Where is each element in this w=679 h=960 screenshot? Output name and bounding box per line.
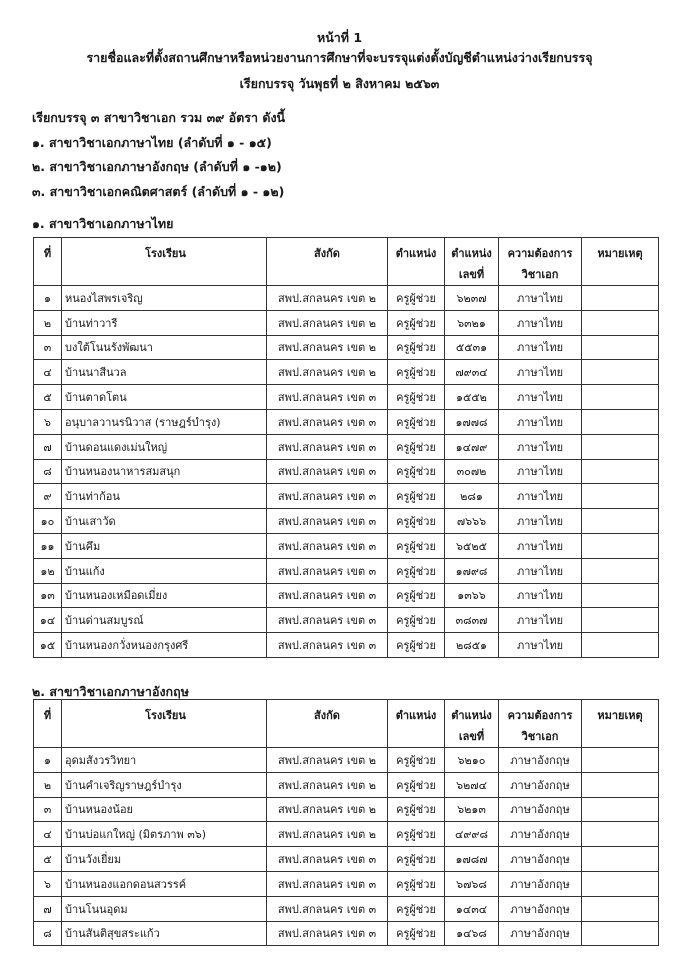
table-row [34,772,659,797]
table-row [34,533,659,558]
cell-school: บ้านหนองกวั่งหนองกรุงศรี [62,633,267,658]
cell-no: ๓ [34,335,62,360]
cell-school: บ้านนาสีนวล [62,360,267,385]
section-title: ๒. สาขาวิชาเอกภาษาอังกฤษ [32,684,189,699]
cell-remark [582,822,659,847]
cell-school: บ้านเสาวัด [62,509,267,534]
cell-position: ครูผู้ช่วย [388,921,445,946]
cell-remark [582,797,659,822]
cell-subject: ภาษาไทย [499,360,582,385]
cell-position: ครูผู้ช่วย [388,360,445,385]
cell-affiliation: สพป.สกลนคร เขต ๒ [267,360,388,385]
cell-no: ๖ [34,871,62,896]
cell-remark [582,608,659,633]
table-row [34,633,659,658]
cell-position: ครูผู้ช่วย [388,459,445,484]
col-header-subject-line2: วิชาเอก [521,267,559,281]
cell-position-no: ๑๔๖๘ [445,921,499,946]
cell-position: ครูผู้ช่วย [388,871,445,896]
schools-table [33,237,659,658]
cell-position: ครูผู้ช่วย [388,385,445,410]
cell-school: บ้านหนองนาหารสมสนุก [62,459,267,484]
table-row [34,921,659,946]
cell-affiliation: สพป.สกลนคร เขต ๓ [267,533,388,558]
cell-affiliation: สพป.สกลนคร เขต ๓ [267,385,388,410]
cell-position-no: ๑๗๗๘ [445,409,499,434]
cell-subject: ภาษาไทย [499,385,582,410]
cell-affiliation: สพป.สกลนคร เขต ๒ [267,748,388,773]
schools-table [33,699,659,946]
col-header-no: ที่ [34,700,62,748]
col-header-subject-line2: วิชาเอก [521,729,559,743]
col-header-affiliation: สังกัด [267,700,388,748]
col-header-position-no [445,238,499,286]
section-title: ๑. สาขาวิชาเอกภาษาไทย [32,216,174,231]
table-row [34,310,659,335]
cell-remark [582,360,659,385]
cell-school: บ้านหนองแอกดอนสวรรค์ [62,871,267,896]
cell-position: ครูผู้ช่วย [388,797,445,822]
page-number: หน้าที่ 1 [316,30,363,45]
cell-position-no: ๖๒๑๐ [445,748,499,773]
cell-school: บ้านตาดโตน [62,385,267,410]
cell-remark [582,409,659,434]
cell-affiliation: สพป.สกลนคร เขต ๒ [267,335,388,360]
cell-no: ๑๓ [34,583,62,608]
cell-school: บ้านหนองเหมือดเมี่ยง [62,583,267,608]
cell-position: ครูผู้ช่วย [388,748,445,773]
cell-remark [582,509,659,534]
cell-position-no: ๑๔๗๙ [445,434,499,459]
cell-position: ครูผู้ช่วย [388,896,445,921]
table-row [34,608,659,633]
cell-affiliation: สพป.สกลนคร เขต ๓ [267,509,388,534]
cell-remark [582,558,659,583]
cell-affiliation: สพป.สกลนคร เขต ๓ [267,847,388,872]
cell-affiliation: สพป.สกลนคร เขต ๒ [267,822,388,847]
cell-subject: ภาษาอังกฤษ [499,871,582,896]
cell-school: บ้านโนนอุดม [62,896,267,921]
cell-no: ๗ [34,434,62,459]
cell-remark [582,484,659,509]
table-row [34,459,659,484]
cell-position-no: ๑๕๕๒ [445,385,499,410]
cell-remark [582,286,659,311]
cell-position: ครูผู้ช่วย [388,434,445,459]
cell-remark [582,748,659,773]
cell-no: ๒ [34,772,62,797]
cell-position: ครูผู้ช่วย [388,509,445,534]
table-row [34,583,659,608]
cell-affiliation: สพป.สกลนคร เขต ๓ [267,608,388,633]
cell-school: บ้านแก้ง [62,558,267,583]
cell-affiliation: สพป.สกลนคร เขต ๓ [267,583,388,608]
summary-intro: เรียกบรรจุ ๓ สาขาวิชาเอก รวม ๓๙ อัตรา ดังนี้ [32,110,286,125]
cell-subject: ภาษาไทย [499,558,582,583]
cell-remark [582,921,659,946]
cell-position-no: ๓๐๗๒ [445,459,499,484]
cell-position-no: ๒๘๑ [445,484,499,509]
cell-position: ครูผู้ช่วย [388,286,445,311]
cell-affiliation: สพป.สกลนคร เขต ๓ [267,558,388,583]
cell-school: บ้านท่าก้อน [62,484,267,509]
cell-position-no: ๕๕๓๑ [445,335,499,360]
cell-no: ๖ [34,409,62,434]
col-header-position: ตำแหน่ง [388,700,445,748]
cell-remark [582,335,659,360]
col-header-subject [499,238,582,286]
cell-position-no: ๖๗๖๘ [445,871,499,896]
cell-position-no: ๖๓๒๑ [445,310,499,335]
cell-affiliation: สพป.สกลนคร เขต ๓ [267,921,388,946]
col-header-affiliation: สังกัด [267,238,388,286]
date-line: เรียกบรรจุ วันพุธที่ ๒ สิงหาคม ๒๕๖๓ [239,76,440,91]
cell-no: ๕ [34,847,62,872]
cell-remark [582,896,659,921]
cell-remark [582,847,659,872]
table-header-row [34,700,659,748]
cell-remark [582,434,659,459]
cell-subject: ภาษาไทย [499,434,582,459]
cell-school: อนุบาลวานรนิวาส (ราษฎร์บำรุง) [62,409,267,434]
cell-affiliation: สพป.สกลนคร เขต ๓ [267,871,388,896]
cell-no: ๙ [34,484,62,509]
cell-affiliation: สพป.สกลนคร เขต ๓ [267,434,388,459]
cell-affiliation: สพป.สกลนคร เขต ๓ [267,633,388,658]
col-header-position-no-line1: ตำแหน่ง [451,708,492,722]
col-header-remark: หมายเหตุ [582,700,659,748]
summary-item: ๓. สาขาวิชาเอกคณิตศาสตร์ (ลำดับที่ ๑ - ๑๒) [32,184,285,199]
cell-position-no: ๑๔๓๔ [445,896,499,921]
table-row [34,896,659,921]
cell-subject: ภาษาอังกฤษ [499,896,582,921]
col-header-position-no-line2: เลขที่ [458,267,485,281]
table-row [34,797,659,822]
cell-school: บ้านสันติสุขสระแก้ว [62,921,267,946]
cell-school: บ้านคึม [62,533,267,558]
col-header-position: ตำแหน่ง [388,238,445,286]
col-header-position-no-line1: ตำแหน่ง [451,246,492,260]
cell-position: ครูผู้ช่วย [388,335,445,360]
cell-school: บ้านวังเยี่ยม [62,847,267,872]
table-row [34,558,659,583]
cell-subject: ภาษาไทย [499,533,582,558]
cell-position: ครูผู้ช่วย [388,772,445,797]
cell-position: ครูผู้ช่วย [388,310,445,335]
summary-item: ๒. สาขาวิชาเอกภาษาอังกฤษ (ลำดับที่ ๑ -๑๒) [32,159,282,174]
cell-remark [582,583,659,608]
table-row [34,409,659,434]
cell-affiliation: สพป.สกลนคร เขต ๓ [267,409,388,434]
cell-subject: ภาษาไทย [499,459,582,484]
cell-subject: ภาษาไทย [499,335,582,360]
cell-position: ครูผู้ช่วย [388,608,445,633]
cell-no: ๔ [34,822,62,847]
cell-school: บ้านคำเจริญราษฎร์บำรุง [62,772,267,797]
cell-position-no: ๖๒๗๔ [445,772,499,797]
cell-affiliation: สพป.สกลนคร เขต ๒ [267,310,388,335]
table-header-row [34,238,659,286]
cell-subject: ภาษาอังกฤษ [499,772,582,797]
table-row [34,286,659,311]
cell-position-no: ๔๙๙๘ [445,822,499,847]
cell-subject: ภาษาไทย [499,633,582,658]
cell-remark [582,871,659,896]
cell-remark [582,459,659,484]
document-title: รายชื่อและที่ตั้งสถานศึกษาหรือหน่วยงานการศึกษาที่จะบรรจุแต่งตั้งบัญชีตำแหน่งว่างเรียกบรรจุ [86,50,593,65]
cell-position-no: ๖๕๒๕ [445,533,499,558]
cell-affiliation: สพป.สกลนคร เขต ๒ [267,772,388,797]
cell-affiliation: สพป.สกลนคร เขต ๒ [267,797,388,822]
table-row [34,434,659,459]
cell-subject: ภาษาอังกฤษ [499,847,582,872]
cell-position: ครูผู้ช่วย [388,583,445,608]
col-header-school: โรงเรียน [62,238,267,286]
cell-school: บ้านท่าวารี [62,310,267,335]
cell-school: บ้านหนองน้อย [62,797,267,822]
cell-affiliation: สพป.สกลนคร เขต ๓ [267,459,388,484]
cell-no: ๒ [34,310,62,335]
cell-position: ครูผู้ช่วย [388,409,445,434]
cell-school: บงใต้โนนรังพัฒนา [62,335,267,360]
cell-subject: ภาษาไทย [499,310,582,335]
table-row [34,509,659,534]
cell-no: ๗ [34,896,62,921]
cell-position-no: ๑๓๖๖ [445,583,499,608]
cell-no: ๘ [34,459,62,484]
cell-no: ๑๒ [34,558,62,583]
cell-no: ๑ [34,286,62,311]
cell-remark [582,533,659,558]
cell-school: บ้านด่านสมบูรณ์ [62,608,267,633]
col-header-subject [499,700,582,748]
cell-position-no: ๒๘๕๑ [445,633,499,658]
cell-affiliation: สพป.สกลนคร เขต ๒ [267,286,388,311]
col-header-remark: หมายเหตุ [582,238,659,286]
cell-position: ครูผู้ช่วย [388,558,445,583]
cell-no: ๕ [34,385,62,410]
cell-position-no: ๗๙๓๔ [445,360,499,385]
cell-position-no: ๑๗๙๘ [445,558,499,583]
table-row [34,360,659,385]
cell-no: ๑๔ [34,608,62,633]
cell-position: ครูผู้ช่วย [388,822,445,847]
cell-position-no: ๖๒๓๗ [445,286,499,311]
col-header-subject-line1: ความต้องการ [507,708,573,722]
cell-school: บ้านดอนแดงเม่นใหญ่ [62,434,267,459]
table-row [34,871,659,896]
col-header-subject-line1: ความต้องการ [507,246,573,260]
table-row [34,748,659,773]
cell-remark [582,633,659,658]
summary-item: ๑. สาขาวิชาเอกภาษาไทย (ลำดับที่ ๑ - ๑๕) [32,135,272,150]
cell-no: ๘ [34,921,62,946]
cell-position: ครูผู้ช่วย [388,633,445,658]
cell-affiliation: สพป.สกลนคร เขต ๓ [267,484,388,509]
table-row [34,385,659,410]
cell-subject: ภาษาไทย [499,286,582,311]
cell-position: ครูผู้ช่วย [388,847,445,872]
cell-no: ๑๐ [34,509,62,534]
cell-subject: ภาษาอังกฤษ [499,921,582,946]
col-header-school: โรงเรียน [62,700,267,748]
table-row [34,484,659,509]
cell-school: บ้านบ่อแกใหญ่ (มิตรภาพ ๓๖) [62,822,267,847]
col-header-position-no [445,700,499,748]
cell-affiliation: สพป.สกลนคร เขต ๓ [267,896,388,921]
cell-school: อุดมสังวรวิทยา [62,748,267,773]
cell-no: ๔ [34,360,62,385]
col-header-no: ที่ [34,238,62,286]
cell-no: ๑๕ [34,633,62,658]
cell-subject: ภาษาไทย [499,509,582,534]
cell-school: หนองไสพรเจริญ [62,286,267,311]
cell-subject: ภาษาไทย [499,409,582,434]
table-row [34,847,659,872]
cell-position: ครูผู้ช่วย [388,533,445,558]
cell-position: ครูผู้ช่วย [388,484,445,509]
cell-position-no: ๗๖๖๖ [445,509,499,534]
cell-position-no: ๑๗๘๗ [445,847,499,872]
cell-remark [582,385,659,410]
cell-subject: ภาษาไทย [499,608,582,633]
cell-subject: ภาษาไทย [499,583,582,608]
cell-subject: ภาษาไทย [499,484,582,509]
col-header-position-no-line2: เลขที่ [458,729,485,743]
cell-subject: ภาษาอังกฤษ [499,822,582,847]
cell-subject: ภาษาอังกฤษ [499,797,582,822]
cell-no: ๑๑ [34,533,62,558]
cell-subject: ภาษาอังกฤษ [499,748,582,773]
table-row [34,822,659,847]
cell-remark [582,310,659,335]
cell-remark [582,772,659,797]
cell-no: ๓ [34,797,62,822]
cell-position-no: ๖๒๑๓ [445,797,499,822]
cell-position-no: ๓๘๓๗ [445,608,499,633]
cell-no: ๑ [34,748,62,773]
table-row [34,335,659,360]
